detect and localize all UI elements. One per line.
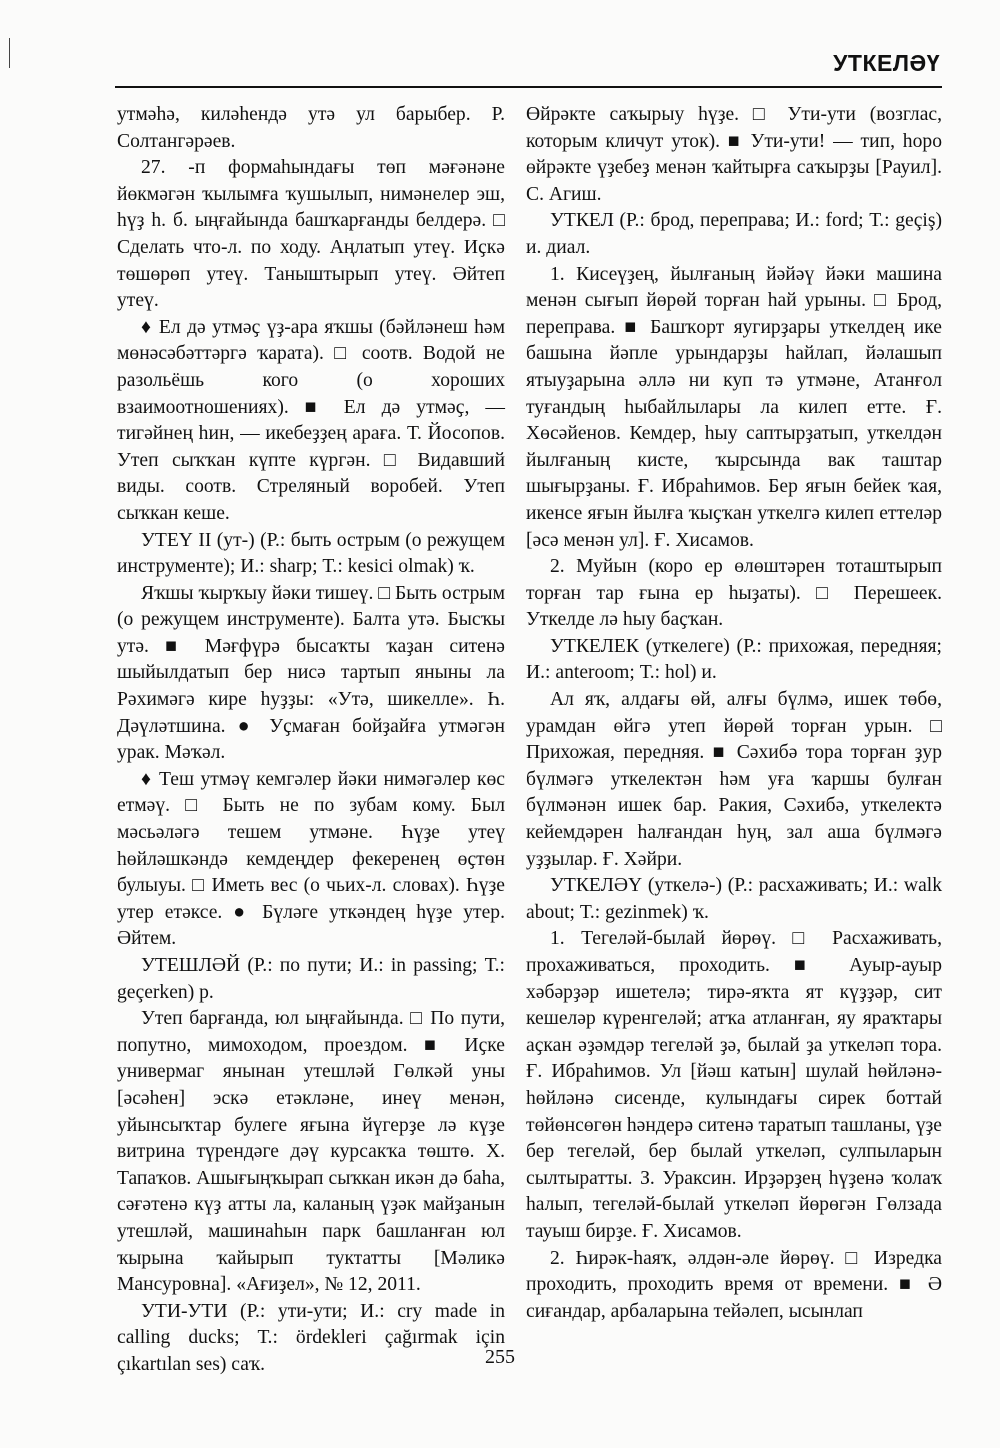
dictionary-paragraph: 1. Тегеләй-былай йөрөү. □ Расхаживать, прохаживаться, проходить. ■ Ауыр-ауыр хәбәрҙәр ишетелә; тирә-яҡта ят күҙҙәр, сит кешеләр күренгеләй; атҡа атланған, яу яраҡтары аҫкан әҙәмдәр тегеләй ҙә, былай ҙа уткеләп тора. Ғ. Ибраһимов. Ул [йәш катын] шулай һөйләнә-һөйләнә сисенде, кулындағы сирек боттай төйөнсөгөн һәндерә ситенә таратып ташланы, үҙе бер тегеләй, бер былай уткеләп, сулпыларын сылтыратты. З. Ураксин. Ирҙәрҙең һүҙенә ҡолаҡ һалып, тегеләй-былай уткеләп йөрөгән Гөлзада тауыш бирҙе. Ғ. Хисамов. [526, 928, 942, 1242]
scan-edge-mark [9, 38, 10, 68]
dictionary-paragraph: 1. Кисеүҙең, йылғаның йәйәү йәки машина менән сығып йөрөй торған һай урыны. □ Брод, переправа. ■ Башҡорт яугирҙары уткелдең ике башына йәпле урындарҙы һайлап, йәлашып ятыуҙарына әллә ни куп тә утмәне, Атанғол туғандың һыбайлылары ла килеп етте. Ғ. Хөсәйенов. Кемдер, һыу саптырҙатып, уткелдән йылғаның кисте, ҡырсында вак таштар шығырҙаны. Ғ. Ибраһимов. Бер яғын бейек ҡая, икенсе яғын йылға ҡыҫҡан уткелгә килеп еттеләр [әсә менән ул]. Ғ. Хисамов. [526, 263, 942, 551]
dictionary-paragraph: Ал яҡ, алдағы өй, алғы бүлмә, ишек төбө, урамдан өйгә утеп йөрөй торған урын. □ Прихожая, передняя. ■ Сәхибә тора торған ҙур бүлмәгә уткелектән һәм уға ҡаршы булған бүлмәнән ишек бар. Ракия, Сәхибә, уткелектә кейемдәрен һалғандан һуң, зал аша бүлмәгә уҙҙылар. Ғ. Хәйри. [526, 689, 942, 870]
running-head: УТКЕЛӘҮ [833, 50, 940, 76]
dictionary-paragraph: ♦ Ел дә утмәҫ үҙ-ара яҡшы (бәйләнеш һәм мөнәсәбәттәргә ҡарата). □ соотв. Водой не разольёшь кого (о хороших взаимоотношениях). ■ Ел дә утмәҫ, — тигәйнең һин, — икебеҙҙең араға. Т. Йосопов. Утеп сыҡҡан күпте күргән. □ Видавший виды. соотв. Стреляный воробей. Утеп сыҡкан кеше. [117, 316, 505, 524]
dictionary-paragraph: УТЕШЛӘЙ (Р.: по пути; И.: in passing; Т.: geçerken) р. [117, 955, 505, 1003]
dictionary-paragraph: УТКЕЛ (Р.: брод, переправа; И.: ford; Т.: geçiş) и. диал. [526, 210, 942, 258]
dictionary-paragraph: УТИ-УТИ (Р.: ути-ути; И.: cry made in calling ducks; Т.: ördekleri çağırmak için çıkartılan ses) саҡ. [117, 1300, 505, 1375]
page-number: 255 [485, 1346, 515, 1368]
dictionary-paragraph: Өйрәкте саҡырыу һүҙе. □ Ути-ути (возглас, которым кличут уток). ■ Ути-ути! — тип, һоро өйрәкте үҙебеҙ менән ҡайтырға саҡырҙы [Рауил]. С. Агиш. [526, 104, 942, 205]
dictionary-paragraph: 27. -п формаһындағы төп мәғәнәне йөкмәгән ҡылымға ҡушылып, нимәнелер эш, һүҙ һ. б. ыңғайында башҡарғанды белдерә. □ Сделать что-л. по ходу. Аңлатып утеү. Иҫкә төшөрөп утеү. Таныштырып утеү. Әйтеп утеү. [117, 157, 505, 312]
right-column [526, 102, 942, 1352]
dictionary-paragraph: 2. Муйын (коро ер өлөштәрен тоташтырып торған тар ғына ер һыҙаты). □ Перешеек. Уткелде лә һыу баҫҡан. [526, 556, 942, 631]
dictionary-paragraph: Утеп барғанда, юл ыңғайында. □ По пути, попутно, мимоходом, проездом. ■ Иҫке универмаг янынан утешләй Гөлкәй уны [әсәһен] эскә етәкләне, инеү менән, уйынсыҡтар булеге яғына йүгерҙе лә күҙе витрина түрендәге дәү курсакҡа төштө. Х. Тапаҡов. Ашығыңҡырап сыҡкан икән дә баһа, сәғәтенә күҙ атты ла, каланың үҙәк майҙанын утешләй, машинаһын парк башланған юл ҡырына ҡайырып туктатты [Мәликә Мансуровна]. «Ағиҙел», № 12, 2011. [117, 1008, 505, 1296]
dictionary-paragraph: Яҡшы ҡырҡыу йәки тишеү. □ Быть острым (о режущем инструменте). Балта утә. Бысҡы утә. ■ Мәғфүрә бысаҡты ҡаҙан ситенә шыйылдатып бер нисә тартып яныны ла Рәхимәгә кире һуҙҙы: «Утә, шикелле». Һ. Дәүләтшина. ● Уҫмаған бойҙайға утмәгән урак. Мәҡәл. [117, 582, 505, 764]
dictionary-paragraph: УТЕҮ II (ут-) (Р.: быть острым (о режущем инструменте); И.: sharp; Т.: kesici olmak) ҡ. [117, 529, 505, 578]
header-rule [115, 86, 942, 88]
dictionary-paragraph: 2. Һирәк-һаяҡ, әлдән-әле йөрөү. □ Изредка проходить, проходить время от времени. ■ Ә сиғандар, арбаларына тейәлеп, ысынлап [526, 1247, 942, 1322]
dictionary-paragraph: утмәһә, киләһендә утә ул барыбер. Р. Солтангәрәев. [117, 104, 505, 152]
dictionary-paragraph: ♦ Теш утмәү кемгәлер йәки нимәгәлер көс етмәү. □ Быть не по зубам кому. Был мәсьәләгә тешем утмәне. Һүҙе утеү һөйләшкәндә кемдеңдер фекеренең өҫтөн булыуы. □ Иметь вес (о чьих-л. словах). Һүҙе утер етәксе. ● Бүләге уткәндең һүҙе утер. Әйтем. [117, 768, 505, 950]
dictionary-paragraph: УТКЕЛӘҮ (уткелә-) (Р.: расхаживать; И.: walk about; Т.: gezinmek) ҡ. [526, 875, 942, 923]
dictionary-paragraph: УТКЕЛЕК (уткелеге) (Р.: прихожая, передняя; И.: anteroom; Т.: hol) и. [526, 635, 942, 684]
